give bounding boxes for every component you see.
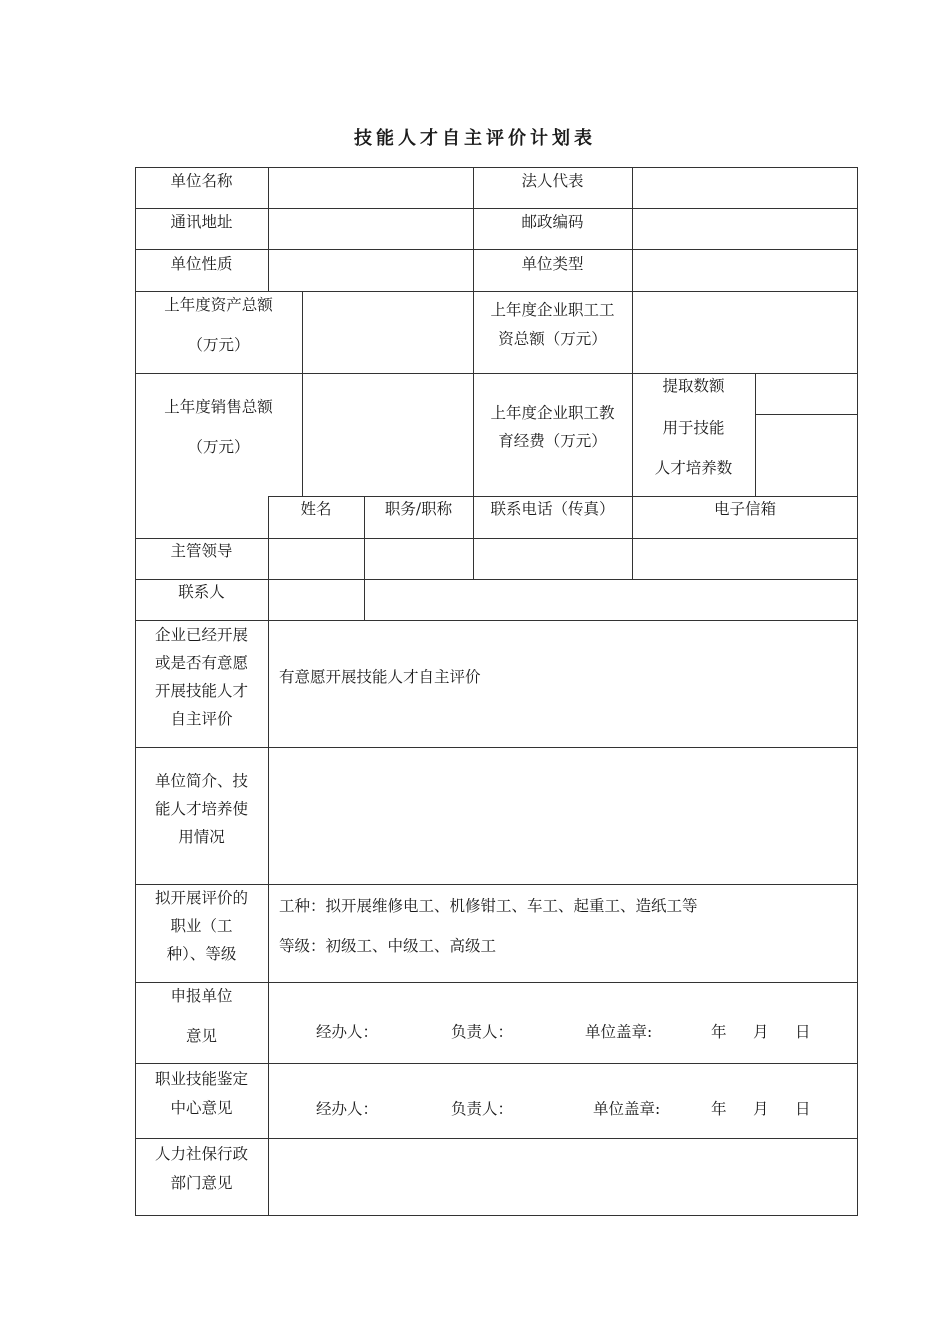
- page-title: 技能人才自主评价计划表: [354, 128, 596, 149]
- center-handler-label: 经办人：: [316, 1100, 379, 1118]
- value-intent: 有意愿开展技能人才自主评价: [279, 668, 481, 686]
- apply-handler-label: 经办人：: [316, 1023, 379, 1041]
- label-unit-type: 单位类型: [521, 255, 584, 273]
- label-unit-name: 单位名称: [170, 172, 233, 190]
- label-carried-line4: 自主评价: [170, 710, 233, 728]
- col-divider: [302, 291, 303, 496]
- label-apply-line1: 申报单位: [170, 987, 233, 1005]
- col-header-title: 职务/职称: [384, 500, 453, 518]
- label-supervisor: 主管领导: [170, 542, 233, 560]
- label-assets-line1: 上年度资产总额: [164, 296, 273, 314]
- row-divider: [135, 208, 858, 209]
- center-responsible-label: 负责人：: [451, 1100, 514, 1118]
- label-assets-line2: （万元）: [187, 336, 250, 354]
- row-divider: [268, 496, 858, 497]
- value-occupations: 工种：拟开展维修电工、机修钳工、车工、起重工、造纸工等: [279, 897, 698, 915]
- label-hr-line1: 人力社保行政: [154, 1145, 248, 1163]
- apply-responsible-label: 负责人：: [451, 1023, 514, 1041]
- label-occupation-line1: 拟开展评价的: [154, 889, 248, 907]
- row-divider: [755, 414, 858, 415]
- label-intro-line2: 能人才培养使: [154, 800, 248, 818]
- row-divider: [135, 579, 858, 580]
- label-occupation-line2: 职业（工: [170, 917, 233, 935]
- apply-month-label: 月: [753, 1023, 769, 1041]
- center-day-label: 日: [795, 1100, 811, 1118]
- label-unit-nature: 单位性质: [170, 255, 233, 273]
- col-divider: [755, 373, 756, 497]
- row-divider: [135, 884, 858, 885]
- row-divider: [135, 982, 858, 983]
- label-apply-line2: 意见: [185, 1027, 217, 1045]
- label-postcode: 邮政编码: [521, 213, 584, 231]
- label-skill-use-line2: 人才培养数: [654, 459, 733, 477]
- row-divider: [135, 249, 858, 250]
- label-carried-line1: 企业已经开展: [154, 626, 248, 644]
- apply-day-label: 日: [795, 1023, 811, 1041]
- label-intro-line3: 用情况: [178, 828, 225, 846]
- row-divider: [135, 1138, 858, 1139]
- label-skill-use-line1: 用于技能: [662, 419, 725, 437]
- label-wages-line2: 资总额（万元）: [498, 330, 607, 348]
- table-border-right: [857, 167, 858, 1216]
- label-legal-rep: 法人代表: [521, 172, 584, 190]
- label-carried-line2: 或是否有意愿: [154, 654, 248, 672]
- label-sales-line1: 上年度销售总额: [164, 398, 273, 416]
- label-carried-line3: 开展技能人才: [154, 682, 248, 700]
- label-address: 通讯地址: [170, 213, 233, 231]
- label-occupation-line3: 种）、等级: [166, 945, 237, 963]
- row-divider: [135, 373, 858, 374]
- value-levels: 等级：初级工、中级工、高级工: [279, 937, 497, 955]
- col-header-name: 姓名: [300, 500, 332, 518]
- row-divider: [135, 620, 858, 621]
- center-seal-label: 单位盖章:: [593, 1100, 661, 1118]
- label-center-line1: 职业技能鉴定: [154, 1070, 248, 1088]
- row-divider: [135, 291, 858, 292]
- label-intro-line1: 单位简介、技: [154, 772, 248, 790]
- label-hr-line2: 部门意见: [170, 1174, 233, 1192]
- label-wages-line1: 上年度企业职工工: [490, 301, 615, 319]
- row-divider: [135, 538, 858, 539]
- table-border-top: [135, 167, 858, 168]
- apply-year-label: 年: [711, 1023, 727, 1041]
- col-header-phone: 联系电话（传真）: [490, 500, 615, 518]
- apply-seal-label: 单位盖章:: [585, 1023, 653, 1041]
- col-header-email: 电子信箱: [713, 500, 776, 518]
- label-edu-line2: 育经费（万元）: [498, 432, 607, 450]
- label-contact: 联系人: [178, 583, 225, 601]
- center-year-label: 年: [711, 1100, 727, 1118]
- label-edu-line1: 上年度企业职工教: [490, 404, 615, 422]
- label-extract-amount: 提取数额: [662, 377, 725, 395]
- label-sales-line2: （万元）: [187, 438, 250, 456]
- row-divider: [135, 1063, 858, 1064]
- center-month-label: 月: [753, 1100, 769, 1118]
- row-divider: [135, 747, 858, 748]
- table-border-bottom: [135, 1215, 858, 1216]
- label-center-line2: 中心意见: [170, 1099, 233, 1117]
- col-divider: [268, 167, 269, 292]
- col-divider: [268, 496, 269, 1216]
